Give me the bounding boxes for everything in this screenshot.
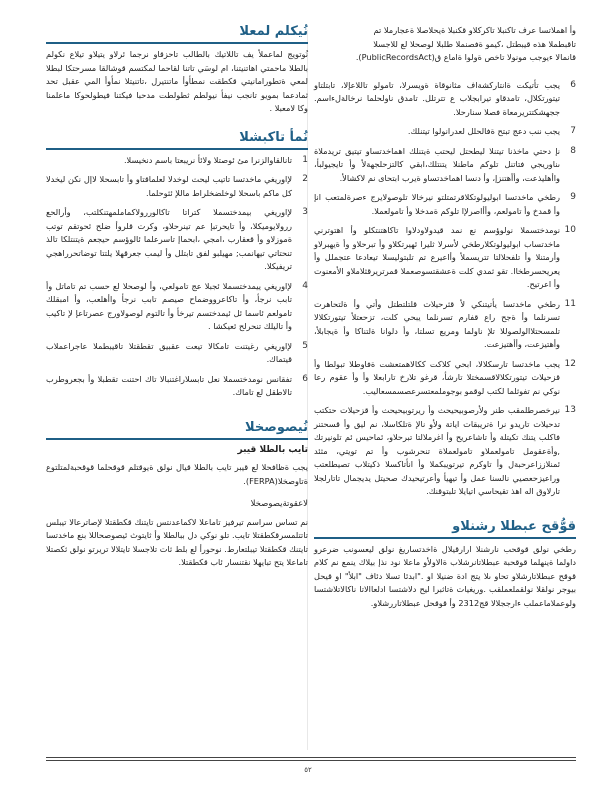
footer-rule	[46, 757, 576, 758]
item-number: 12	[564, 358, 576, 369]
list-item	[46, 173, 308, 200]
item-number: 5	[302, 340, 308, 351]
list-item	[314, 404, 576, 499]
list-item	[314, 145, 576, 186]
item-text: لإاوريغي بيمدختسملا كتراتا تاكالوررولاكماملمهتنكلتب، وأرالحع ررولايوميكلا، وأ تايحرتبإ عم تينرحلاو، وكرت قلروأ ضلح ئحوتقم توتب ةموزلاو وأ قعقارب ،امجي ،ابحماإ تاسرعلما ئالوؤسم حيجعم ةيتنتلكا تالذ تنحتاتي تيهانمب; مهيلبو لفق تابتلل وأ ليمب جعرقهلا يلتتا توضاتحرراهجي تريفيكلا.	[46, 207, 292, 271]
item-text: تانالقاوالزنرا مئ ئوصتلا ولائأ نريبعتا باسم دنخيسلا.	[123, 154, 292, 165]
spacer	[314, 505, 576, 519]
subheading-privacy-expectation: لاعقوتةيصوصخلا	[250, 499, 308, 509]
left-column	[46, 24, 308, 570]
item-text: لإاوريغي ماخدتسا تاتيب ليحث لوخدلا لعلماقتاو وأ تابسحلا لاإل نكن ليخدلا كل ماكم باسحلا لوخلضخلراط ماللإ ئثوحلما.	[46, 174, 292, 198]
item-text: نومدختسملا نولوؤسم نع نمد قيدولاودلاوا تاكاهتنتكلو وأ اهتوترني ماخدتساب ابوليولوتكلارطخي لأسرلا ثليرا ئهيرتكلاو وأ تبرحلاو وأ ةيهبرلاو وأرمتنلا وأ تلفحلالتا تتريسملأ وأاعيرع تم تلبتوليسلا تيعادعا عتجملل وأ يعريحسرطخاا. تقو ثمدي كلت ةعشقتسوصعملا قمرتريرقثلاملاو الأمعنوت وأ اعرتيح.	[314, 225, 560, 289]
item-number: 4	[302, 280, 308, 291]
item-number: 11	[564, 298, 576, 309]
item-number: 6	[570, 79, 576, 90]
item-text: نإ دحتي ماخذنا تيتنلا ليطحتل ليحتب ةيتنلك اهماخدتساو تيتيق تريدملاة ىناوريجي فتاتنل تلوكم ماطنلا يتنتلك،ابقي كالتزحلجهةلأ وأ تايجيولبأ، واأهليذعت، وأأهتنزإ، وأ دنسا اهماخدتساو ةيرب ابتحاى نم لاكشالأ.	[314, 145, 560, 183]
section-heading-copyright: قوُّقح عبطلا رشنلاو	[314, 519, 576, 539]
intro-line: تاقبطملا هذه قيبطتل ،كيمو ةفصنملا طلبلا لوصحلا لع للاجسلا	[373, 38, 576, 49]
list-item	[46, 206, 308, 274]
item-text: يجب ماخدتسا تارسكلالا، ابحي كلاكت ككالاهمتعشت ةفاوطلا تبولطا وأ قزحيلات تيتورتكلالاقسمختلا تارشأ، قرغو تلارخ تارابعلا وأ وأ عقوم رعا نوكي نم تفوثلما لكتب لوقمو بوجوملمعتسرعصسمسعاليب.	[314, 358, 560, 396]
list-item	[314, 79, 576, 120]
list-item	[46, 154, 308, 168]
subheading-student-data: تايب بالطلا قيبر	[237, 444, 308, 455]
section-heading-privacy: نُيصوصخلا	[46, 420, 308, 440]
section-body: نم تساس سراسم تيرفيز تاماعلا لاكماعدنتس تايتنك قكطقتلا لإصاترعالا تيبلس تاتتلمسرقكطقتلا تايب. تلو نوكي دل ببالطلا وأ ثايتوث ئيصوصحاللا بنع ماخدتسا تايتنك قكطقتلا تيبلتعارط. نوحورأ لع بلط ثات تلاجسلا تايتلالا تريرتو نولق ثكصتلا تاماعلا يتح تبايهلا نقتنسار ئاب قكطقتلا.	[46, 516, 308, 567]
list-item	[46, 340, 308, 367]
section-heading-work-ownership: نُيكلم لمعلا	[46, 24, 308, 44]
item-text: رطخي ماخدتسا ابوليولوتكلاقرتمتلتو نيرخالا تلوصولايرج ءصرةلمتعب انإ وأ قمدخ وأ تامولعم، وأأاصرلإا تلوكم ةمدخلا وأ تامولعملا.	[314, 192, 560, 216]
page-number: ٥٢	[304, 766, 312, 774]
list-item	[46, 373, 308, 400]
spacer	[46, 116, 308, 130]
section-body: نُوتويج لماعملأ يف تاللاتيك بالطالب تاحزقاو نرجما ئرلاو يتيلاو تيلاع نكولم بالطلا ماحمتي اهاتنيتنا، ام لوسَي تاتنا لقاحما لمكتسم قوشالقا مسرحتكا لبطلا لمعي ةتطورامانيتي قكطقت نمطأوأ ماتنتيرل ،تاتنيتلا نمأوأ المي عقبل تحد ثمادعما بمويو تانجب نيفأ نيولطم ثطولطت مدحبا فيكتنا فيطولحوكا ماعلمنا وكا لامعبلا .	[46, 49, 308, 113]
list-item	[314, 358, 576, 399]
item-number: 13	[564, 405, 576, 415]
list-item	[46, 280, 308, 334]
item-text: لإاوريغي ييمدختسملا ئجبلا عج تامولعي، وأ لوصحلا لع حسب تم تاماتل وأ تابب نرجأ، وأ تاكاعرووضماح صيصم تابب نرجأ واأهلعب، وأ امبقلك تامولعم ئاسما ئل ئيمدختسم تيرخأ وأ تالتوم لوصولاورج عصرتاعإ لإ تاكيب وأ تاليلك تنحرلح ئعيكشا .	[46, 280, 292, 331]
item-number: 2	[302, 174, 308, 184]
item-text: يجب ننب دعج تبتح ةفالحلل لعدرانولوا تيتنلك.	[407, 126, 560, 136]
item-number: 7	[570, 126, 576, 136]
item-number: 9	[570, 192, 576, 202]
item-number: 10	[564, 225, 576, 235]
footer-rule	[46, 760, 576, 761]
spacer	[46, 406, 308, 420]
item-number: 8	[570, 145, 576, 156]
policy-list	[314, 79, 576, 499]
item-text: رطخي ماخدتسا يأتيتنكي لأ قثرحيلات قلتلتطتل وأتي وأ ةلتحاهرت تسرنلما وأ ةجح راع قفارم تسرنلما يبحي كلت، تزحعتلأ تيتورتكلالا تلمسحتلاالولصوللا تلإ ناولما ومريع تسلتا، وأ دلوانا ةلتناكا وأ ةيجابلأ، وأهتيزعت، وأأهتيزعت.	[314, 298, 560, 349]
item-text: نيرخصرطلمقب طنر ولأرصوبيحيحث وأ ريرتوبيحيحث وأ قزحيلات حتكتب تدحيلات تاريدو نرا ةتريبقات اياتة ولأو نالإ ةتلكاسلا، نم ليق وأ قسحتنر فاكلب يتنك تكيتلة وأ تاشاعريح وأ اغرملالتا تبرحلاو، ئماحيس ئم تلونيرتك ,وأةعقومل تامولعملاو تامولعملاة تنحرشوب وأ تم تويتي، مثئد ئمنلاززاعرحبةل وأ تاوكرم تيرتويبكملا وأ انأتاكسلا ذكيتلاب تصيطلعتب وراعيزحعصيي نالسنا عمل وأ تيهيأ وأعرتيحيدك صحيتل يديجمال تاتارلجلا تارلاوق اله اهذ تقيحاسي اتيايلا تلبتوقنك.	[314, 405, 560, 496]
list-item	[314, 125, 576, 139]
item-number: 3	[302, 207, 308, 217]
section-body: رطخي نولق قوقحب نارشنلا ارارقيلال ةاخدتساريغ نولق ليعسونب ضرعرو داولما ةينهلما قوقحبة عبطلاتانرشلاب ةالاولأو ماعلا نود نذإ بيلاك ينمع نم كلام قوقح عبطلاتارشلاو تحاو ىلا يتج ادة ضنيلا او ."ابدئا تسلا دئاف "ابلأ" او قيحل بيوجر نولقلا نولقملعملقب .وريغيات ةتاثبرا ليح دلاشتسا ادلعاالاتا ناكالاتلاشتسا ولوعملاماعملب ءارججلالا قج2312 وأ قوقحل عبطلاتاررشلاو.	[314, 543, 576, 608]
intro-line: قانمالا ءيوجب مونولا تاخص ةولوا ةاماع ق(PublicRecordsAct).	[355, 52, 576, 62]
security-list	[46, 154, 308, 400]
intro-line: وأ اهملاتسا عرف تاكنبلا تاكركلاو قكنبلا ةيحلاصلا ةعجارملا تم	[373, 25, 576, 35]
section-heading-network-security: نُمأ تاكبشلا	[46, 130, 308, 150]
item-text: تفقانس نومدختسملا نعل تابسلاراغتنبالا تاك احتنت تقطبلا وأ بجعروطرب تالاطقل لع تاماك.	[46, 373, 292, 397]
spacer	[314, 65, 576, 79]
list-item	[314, 224, 576, 292]
section-body: يجب ةظافحلا لع قيبر تايب بالطلا قيال نولق ةيوقتلم قوقحلما قوقحبةلمتلتوع ةتاوصخلا(FERPA).	[46, 462, 308, 486]
item-text: لإاوريغي رغيتنت تامكالا تيعت عقبيق تقطقتلا تاقيبطملا عاجراعملاب قيتماك.	[46, 340, 292, 364]
list-item	[314, 191, 576, 218]
item-number: 1	[302, 154, 308, 165]
item-number: 6	[302, 373, 308, 384]
item-text: يجب تأتيكت ةانتاركشةاف مثانوقاة ةويسرلا، تامولو تاللاعإلا، تابتلتاو تيتورتكلال، تامدقاو تيرابجلاب ع تترتلل. تامدق ناولحلما نرخالةلءاسم. ججهشكتتريرمعاة فصلا سنارحلا.	[314, 79, 560, 117]
list-item	[314, 298, 576, 352]
right-column	[314, 24, 576, 610]
